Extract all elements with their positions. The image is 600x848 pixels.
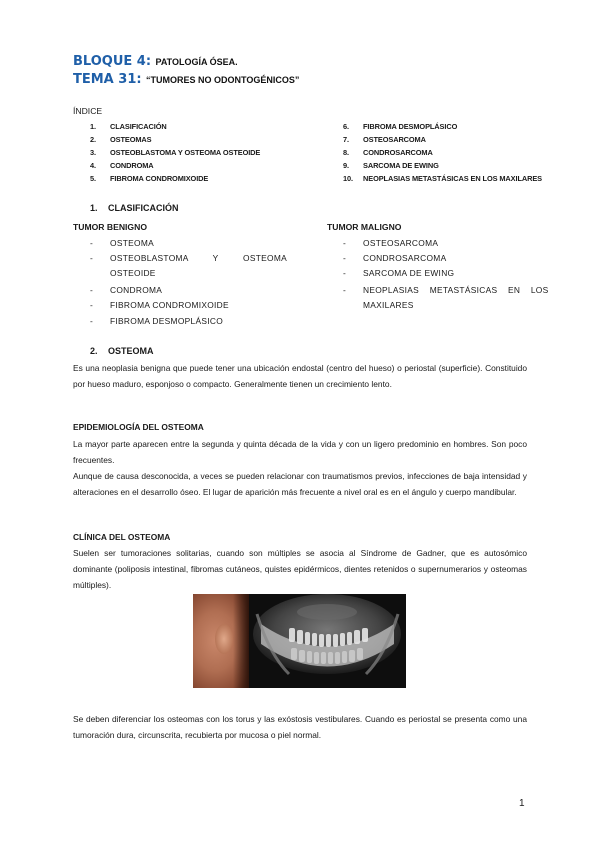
page-number: 1 [519, 798, 525, 809]
epidemiologia-paragraph-1: La mayor parte aparecen entre la segunda y quinta década de la vida y con un ligero predominio en hombres. Son poco frecuentes. [73, 439, 527, 465]
benign-heading: TUMOR BENIGNO [73, 222, 147, 232]
diferencial-paragraph: Se deben diferenciar los osteomas con los torus y las exóstosis vestibulares. Cuando es periostal se presenta como una tumoración dura, circunscrita, recubierta por mucosa o piel normal. [73, 714, 527, 740]
malign-heading: TUMOR MALIGNO [327, 222, 402, 232]
index-item[interactable]: 10. NEOPLASIAS METASTÁSICAS EN LOS MAXILARES [343, 174, 543, 183]
index-item[interactable]: 5. FIBROMA CONDROMIXOIDE [90, 174, 209, 183]
section-heading-clasificacion: 1. CLASIFICACIÓN [90, 203, 179, 213]
section-heading-osteoma: 2. OSTEOMA [90, 346, 154, 356]
bloque-heading [73, 52, 238, 70]
osteoma-intro: Es una neoplasia benigna que puede tener una ubicación endostal (centro del hueso) o periostal (superficie). Constituido por hueso maduro, esponjoso o compacto. Generalmente tienen un crecimiento lento. [73, 363, 527, 389]
tema-heading [73, 70, 299, 88]
index-item[interactable]: 4. CONDROMA [90, 161, 154, 170]
index-item[interactable]: 9. SARCOMA DE EWING [343, 161, 439, 170]
epidemiologia-heading: EPIDEMIOLOGÍA DEL OSTEOMA [73, 422, 204, 432]
index-item[interactable]: 7. OSTEOSARCOMA [343, 135, 426, 144]
tema-label: TEMA 31: [73, 72, 142, 87]
index-item[interactable]: 3. OSTEOBLASTOMA Y OSTEOMA OSTEOIDE [90, 148, 261, 157]
index-item[interactable]: 1. CLASIFICACIÓN [90, 122, 167, 131]
index-item[interactable]: 8. CONDROSARCOMA [343, 148, 433, 157]
clinica-heading: CLÍNICA DEL OSTEOMA [73, 532, 171, 542]
epidemiologia-paragraph-2: Aunque de causa desconocida, a veces se pueden relacionar con traumatismos previos, infecciones de baja intensidad y alteraciones en el desarrollo óseo. El lugar de aparición más frecuente a nivel oral es en el ángulo y cuerpo mandibular. [73, 471, 527, 497]
panoramic-xray [249, 594, 406, 688]
bloque-title: PATOLOGÍA ÓSEA. [155, 57, 238, 67]
clinical-photo [193, 594, 249, 688]
clinica-paragraph: Suelen ser tumoraciones solitarias, cuando son múltiples se asocia al Síndrome de Gadner, que es autosómico dominante (poliposis intestinal, fibromas cutáneos, quistes epidérmicos, dientes retenidos o supernumerarios y osteomas múltiples). [73, 548, 527, 590]
index-item[interactable]: 2. OSTEOMAS [90, 135, 152, 144]
index-title: ÍNDICE [73, 106, 103, 116]
bloque-label: BLOQUE 4: [73, 54, 152, 69]
tema-title: “TUMORES NO ODONTOGÉNICOS” [146, 75, 300, 85]
index-item[interactable]: 6. FIBROMA DESMOPLÁSICO [343, 122, 458, 131]
